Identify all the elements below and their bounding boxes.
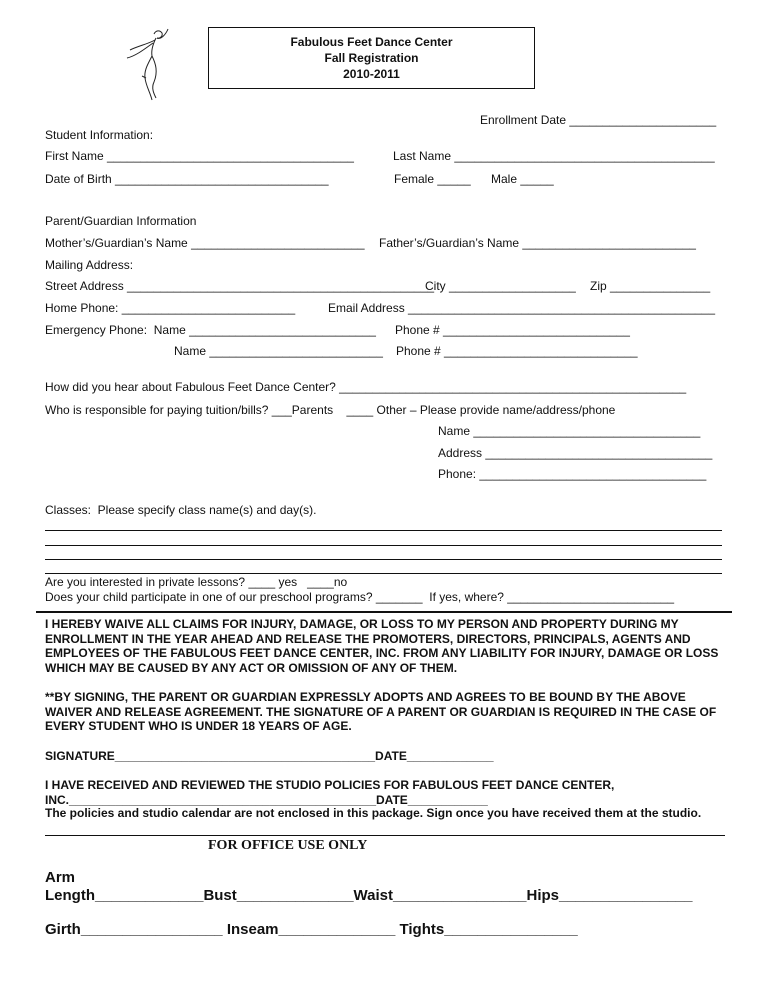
waiver-text: I HEREBY WAIVE ALL CLAIMS FOR INJURY, DAMAGE, OR LOSS TO MY PERSON AND PROPERTY DURING MY ENROLLMENT IN THE YEAR AHEAD AND RELEASE THE PROMOTERS, DIRECTORS, PRINCIPALS, AGENTS AND EMPLOYEES OF THE FABULOUS FEET DANCE CENTER, INC. FROM ANY LIABILITY FOR INJURY, DAMAGE OR LOSS WHICH MAY BE CAUSED BY ANY ACT OR OMISSION OF ANY OF THEM.	[45, 617, 719, 675]
policies-ack-field[interactable]: I HAVE RECEIVED AND REVIEWED THE STUDIO POLICIES FOR FABULOUS FEET DANCE CENTER, INC.______________________________________________DATE____________	[45, 778, 615, 807]
header-box	[208, 27, 535, 89]
responsible-field[interactable]: Who is responsible for paying tuition/bills? ___Parents ____ Other – Please provide name/address/phone	[45, 403, 616, 417]
female-field[interactable]: Female _____	[394, 172, 471, 186]
office-use-heading: FOR OFFICE USE ONLY	[208, 838, 368, 853]
office-divider	[45, 835, 725, 836]
dob-field[interactable]: Date of Birth ________________________________	[45, 172, 329, 186]
emergency-name-2-field[interactable]: Name __________________________	[174, 344, 383, 358]
other-phone-field[interactable]: Phone: __________________________________	[438, 467, 707, 481]
classes-line-1[interactable]	[45, 530, 722, 531]
mother-name-field[interactable]: Mother’s/Guardian’s Name __________________________	[45, 236, 365, 250]
classes-line-2[interactable]	[45, 545, 722, 546]
emergency-phone-2-field[interactable]: Phone # _____________________________	[396, 344, 638, 358]
other-name-field[interactable]: Name __________________________________	[438, 424, 701, 438]
street-address-field[interactable]: Street Address ______________________________________________	[45, 279, 435, 293]
parent-info-heading: Parent/Guardian Information	[45, 214, 197, 228]
measurements-row-2[interactable]: Girth_________________ Inseam______________ Tights________________	[45, 921, 578, 938]
signature-field[interactable]: SIGNATURE_______________________________________DATE_____________	[45, 749, 494, 763]
mailing-address-label: Mailing Address:	[45, 258, 134, 272]
form-title: Fabulous Feet Dance Center	[290, 35, 453, 49]
male-field[interactable]: Male _____	[491, 172, 554, 186]
measurements-row-1[interactable]: Length_____________Bust______________Waist________________Hips________________	[45, 887, 693, 904]
emergency-phone-1-field[interactable]: Phone # ____________________________	[395, 323, 630, 337]
dancer-logo	[124, 26, 174, 102]
classes-heading: Classes: Please specify class name(s) and day(s).	[45, 503, 317, 517]
form-years: 2010-2011	[343, 67, 400, 81]
classes-line-3[interactable]	[45, 559, 722, 560]
last-name-field[interactable]: Last Name _______________________________________	[393, 149, 715, 163]
policies-note: The policies and studio calendar are not enclosed in this package. Sign once you have received them at the studio.	[45, 806, 702, 820]
emergency-name-1-field[interactable]: Emergency Phone: Name ____________________________	[45, 323, 376, 337]
other-address-field[interactable]: Address __________________________________	[438, 446, 713, 460]
classes-line-4[interactable]	[45, 573, 722, 574]
first-name-field[interactable]: First Name _____________________________________	[45, 149, 354, 163]
student-info-heading: Student Information:	[45, 128, 154, 142]
enrollment-date-field[interactable]: Enrollment Date ______________________	[480, 113, 717, 127]
home-phone-field[interactable]: Home Phone: __________________________	[45, 301, 296, 315]
city-field[interactable]: City ___________________	[425, 279, 576, 293]
zip-field[interactable]: Zip _______________	[590, 279, 711, 293]
arm-label: Arm	[45, 869, 76, 886]
private-lessons-field[interactable]: Are you interested in private lessons? ____ yes ____no	[45, 575, 348, 589]
hear-about-field[interactable]: How did you hear about Fabulous Feet Dance Center? ____________________________________________________	[45, 380, 687, 394]
preschool-field[interactable]: Does your child participate in one of our preschool programs? _______ If yes, where? _________________________	[45, 590, 675, 604]
section-divider	[36, 611, 732, 613]
form-subtitle: Fall Registration	[324, 51, 419, 65]
email-field[interactable]: Email Address ______________________________________________	[328, 301, 716, 315]
father-name-field[interactable]: Father’s/Guardian’s Name __________________________	[379, 236, 696, 250]
signing-text: **BY SIGNING, THE PARENT OR GUARDIAN EXPRESSLY ADOPTS AND AGREES TO BE BOUND BY THE ABOVE WAIVER AND RELEASE AGREEMENT. THE SIGNATURE OF A PARENT OR GUARDIAN IS REQUIRED IN THE CASE OF EVERY STUDENT WHO IS UNDER 18 YEARS OF AGE.	[45, 690, 717, 733]
